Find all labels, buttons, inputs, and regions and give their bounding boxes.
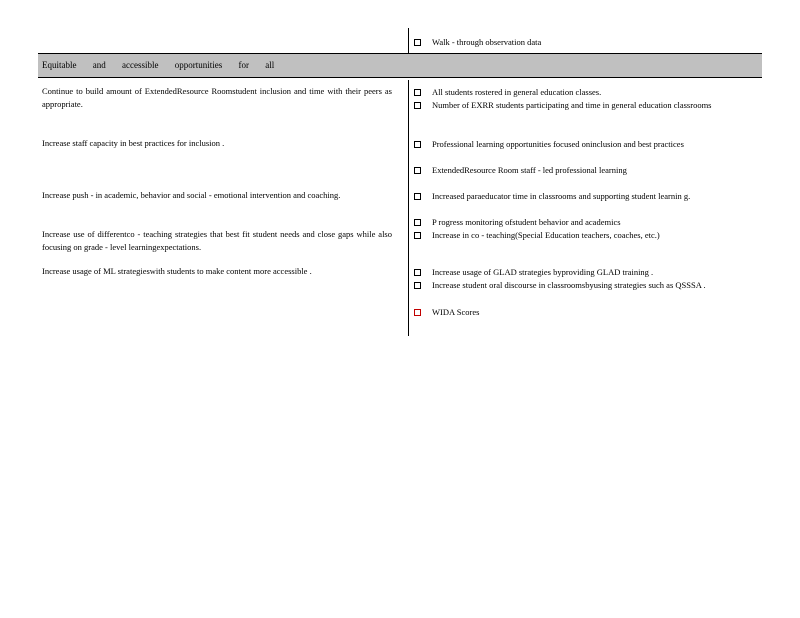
checkbox-bullet-icon: [414, 102, 421, 109]
strategy-text: Increase use of differentco - teaching strategies that best fit student needs and close gaps while also focusing on grade - level learningexpectations.: [42, 229, 392, 252]
bullet-text: ExtendedResource Room staff - led professional learning: [432, 165, 627, 175]
checkbox-bullet-icon: [414, 39, 421, 46]
strategy-text: Increase staff capacity in best practices for inclusion .: [42, 138, 225, 148]
bullet-text: Increased paraeducator time in classrooms and supporting student learnin g.: [432, 191, 691, 201]
outcome-bullet: [414, 229, 744, 242]
bullet-text: Walk - through observation data: [432, 37, 542, 47]
strategy-text: Increase push - in academic, behavior and social - emotional intervention and coaching.: [42, 190, 341, 200]
checkbox-bullet-icon: [414, 309, 421, 316]
strategy-text: Increase usage of ML strategieswith students to make content more accessible .: [42, 266, 312, 276]
outcome-bullet: [414, 164, 744, 177]
outcome-bullet: [414, 99, 744, 112]
outcome-bullet: [414, 138, 744, 151]
outcome-bullet: [414, 86, 744, 99]
outcome-bullet: [414, 216, 744, 229]
checkbox-bullet-icon: [414, 282, 421, 289]
bullet-text: All students rostered in general education classes.: [432, 87, 602, 97]
bullet-text: Number of EXRR students participating and time in general education classrooms: [432, 100, 712, 110]
checkbox-bullet-icon: [414, 193, 421, 200]
section-header-band: [38, 53, 762, 78]
outcome-bullet: [414, 306, 744, 319]
walkthrough-bullet-row: [414, 36, 744, 49]
checkbox-bullet-icon: [414, 89, 421, 96]
checkbox-bullet-icon: [414, 269, 421, 276]
outcome-bullet: [414, 266, 744, 279]
outcome-bullet: [414, 279, 744, 292]
checkbox-bullet-icon: [414, 219, 421, 226]
bullet-text: Increase in co - teaching(Special Education teachers, coaches, etc.): [432, 230, 660, 240]
bullet-text: Increase usage of GLAD strategies byproviding GLAD training .: [432, 267, 654, 277]
column-divider-top: [408, 28, 409, 53]
checkbox-bullet-icon: [414, 167, 421, 174]
bullet-text: P rogress monitoring ofstudent behavior and academics: [432, 217, 621, 227]
section-header-title: Equitable and accessible opportunities for all: [42, 60, 275, 70]
bullet-text: Professional learning opportunities focused oninclusion and best practices: [432, 139, 684, 149]
checkbox-bullet-icon: [414, 141, 421, 148]
strategy-text: Continue to build amount of ExtendedResource Roomstudent inclusion and time with their peers as appropriate.: [42, 86, 392, 109]
column-divider: [408, 80, 409, 336]
outcome-bullet: [414, 190, 744, 203]
bullet-text: WIDA Scores: [432, 307, 480, 317]
checkbox-bullet-icon: [414, 232, 421, 239]
bullet-text: Increase student oral discourse in classroomsbyusing strategies such as QSSSA .: [432, 280, 706, 290]
